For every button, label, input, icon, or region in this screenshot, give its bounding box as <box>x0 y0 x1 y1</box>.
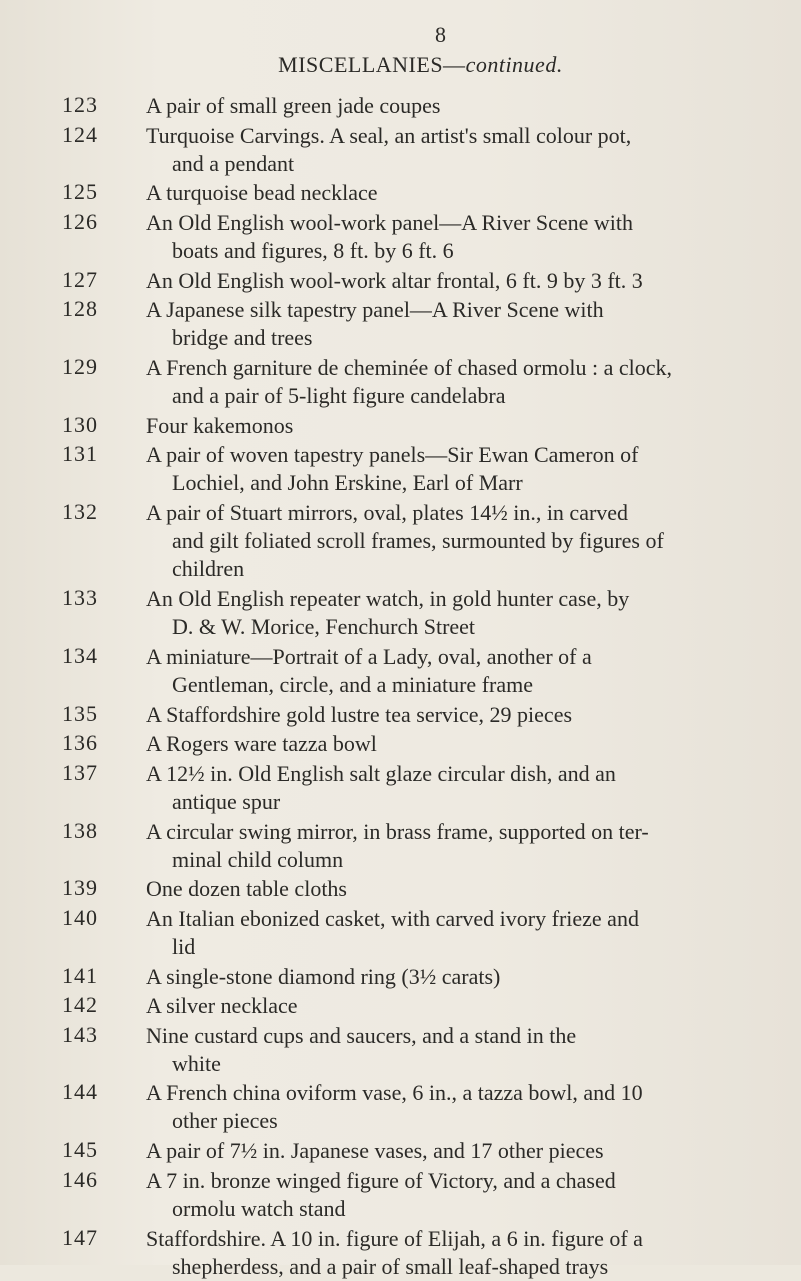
description-line: A pair of 7½ in. Japanese vases, and 17 other pieces <box>146 1138 604 1164</box>
description-line: and gilt foliated scroll frames, surmounted by figures of <box>172 528 664 553</box>
lot-number: 142 <box>62 992 98 1018</box>
lot-number: 123 <box>62 92 98 117</box>
description-line: and a pair of 5-light figure candelabra <box>172 382 506 408</box>
lot-number: 129 <box>62 353 98 379</box>
description-line: children <box>172 556 245 581</box>
description-line: A turquoise bead necklace <box>146 180 378 206</box>
description-line: An Old English wool-work panel—A River Scene with <box>146 209 633 235</box>
lot-number: 134 <box>62 642 98 668</box>
lot-number: 132 <box>62 499 98 524</box>
lot-description <box>146 267 782 295</box>
lot-number: 130 <box>62 411 98 437</box>
lot-number: 136 <box>62 730 98 756</box>
lot-description <box>146 209 782 265</box>
description-line: minal child column <box>172 846 344 872</box>
description-line: A Rogers ware tazza bowl <box>146 731 377 757</box>
lot-description <box>146 1022 782 1078</box>
lot-number: 146 <box>62 1166 98 1192</box>
lot-number: 131 <box>62 441 98 467</box>
lot-description <box>146 354 782 410</box>
description-line: other pieces <box>172 1108 278 1134</box>
description-line: Gentleman, circle, and a miniature frame <box>172 671 533 697</box>
description-line: A Staffordshire gold lustre tea service, 29 pieces <box>146 701 573 727</box>
description-line: An Old English wool-work altar frontal, 6 ft. 9 by 3 ft. 3 <box>146 267 643 293</box>
description-line: A circular swing mirror, in brass frame, supported on ter- <box>146 818 649 844</box>
lot-number: 133 <box>62 585 98 611</box>
description-line: A single-stone diamond ring (3½ carats) <box>146 963 501 989</box>
lot-description <box>146 122 782 178</box>
lot-description <box>146 92 782 120</box>
lot-description <box>146 412 782 440</box>
lot-description <box>146 1079 782 1135</box>
lot-description <box>146 585 782 641</box>
lot-description <box>146 730 782 758</box>
heading-continued: continued. <box>465 52 563 77</box>
lot-number: 125 <box>62 179 98 205</box>
lot-description <box>146 643 782 699</box>
lot-description <box>146 760 782 816</box>
description-line: Four kakemonos <box>146 412 294 438</box>
lot-description <box>146 992 782 1020</box>
lot-number: 147 <box>62 1224 98 1250</box>
description-line: shepherdess, and a pair of small leaf-shaped trays <box>172 1253 609 1279</box>
description-line: A 12½ in. Old English salt glaze circular dish, and an <box>146 760 616 786</box>
description-line: A Japanese silk tapestry panel—A River Scene with <box>146 297 604 323</box>
lot-description <box>146 875 782 903</box>
description-line: D. & W. Morice, Fenchurch Street <box>172 614 476 640</box>
lot-number: 126 <box>62 208 98 234</box>
lot-number: 128 <box>62 296 98 322</box>
description-line: bridge and trees <box>172 325 313 351</box>
description-line: Staffordshire. A 10 in. figure of Elijah, a 6 in. figure of a <box>146 1225 643 1251</box>
lot-number: 135 <box>62 700 98 726</box>
description-line: A 7 in. bronze winged figure of Victory, and a chased <box>146 1167 616 1193</box>
description-line: A miniature—Portrait of a Lady, oval, another of a <box>146 643 592 669</box>
lot-description <box>146 499 782 583</box>
description-line: white <box>172 1050 221 1076</box>
description-line: One dozen table cloths <box>146 876 347 902</box>
description-line: A French china oviform vase, 6 in., a tazza bowl, and 10 <box>146 1080 643 1106</box>
lot-description <box>146 179 782 207</box>
description-line: An Italian ebonized casket, with carved ivory frieze and <box>146 905 639 931</box>
lot-description <box>146 818 782 874</box>
description-line: Turquoise Carvings. A seal, an artist's small colour pot, <box>146 122 632 148</box>
lot-number: 127 <box>62 266 98 292</box>
lot-number: 138 <box>62 817 98 843</box>
description-line: A pair of Stuart mirrors, oval, plates 14½ in., in carved <box>146 500 629 525</box>
section-heading <box>20 52 801 78</box>
lot-number: 124 <box>62 121 98 147</box>
lot-description <box>146 441 782 497</box>
description-line: A pair of woven tapestry panels—Sir Ewan Cameron of <box>146 442 639 468</box>
lot-number: 139 <box>62 875 98 901</box>
description-line: lid <box>172 933 196 959</box>
lot-number: 137 <box>62 759 98 785</box>
page-number: 8 <box>435 22 446 47</box>
lot-description <box>146 701 782 729</box>
lot-description <box>146 963 782 991</box>
description-line: An Old English repeater watch, in gold hunter case, by <box>146 586 630 612</box>
description-line: A French garniture de cheminée of chased ormolu : a clock, <box>146 354 672 380</box>
lot-description <box>146 1137 782 1165</box>
lot-number: 145 <box>62 1137 98 1163</box>
description-line: and a pendant <box>172 150 295 176</box>
lot-description <box>146 1225 782 1281</box>
description-line: A silver necklace <box>146 993 298 1019</box>
lot-description <box>146 296 782 352</box>
lot-number: 144 <box>62 1079 98 1105</box>
description-line: Lochiel, and John Erskine, Earl of Marr <box>172 470 523 496</box>
description-line: Nine custard cups and saucers, and a stand in the <box>146 1022 577 1048</box>
heading-main: MISCELLANIES— <box>278 52 466 77</box>
description-line: boats and figures, 8 ft. by 6 ft. 6 <box>172 237 454 263</box>
description-line: ormolu watch stand <box>172 1195 346 1221</box>
lot-number: 143 <box>62 1021 98 1047</box>
description-line: A pair of small green jade coupes <box>146 93 441 118</box>
lot-number: 140 <box>62 904 98 930</box>
lot-description <box>146 905 782 961</box>
lot-number: 141 <box>62 962 98 988</box>
description-line: antique spur <box>172 788 281 814</box>
lot-description <box>146 1167 782 1223</box>
